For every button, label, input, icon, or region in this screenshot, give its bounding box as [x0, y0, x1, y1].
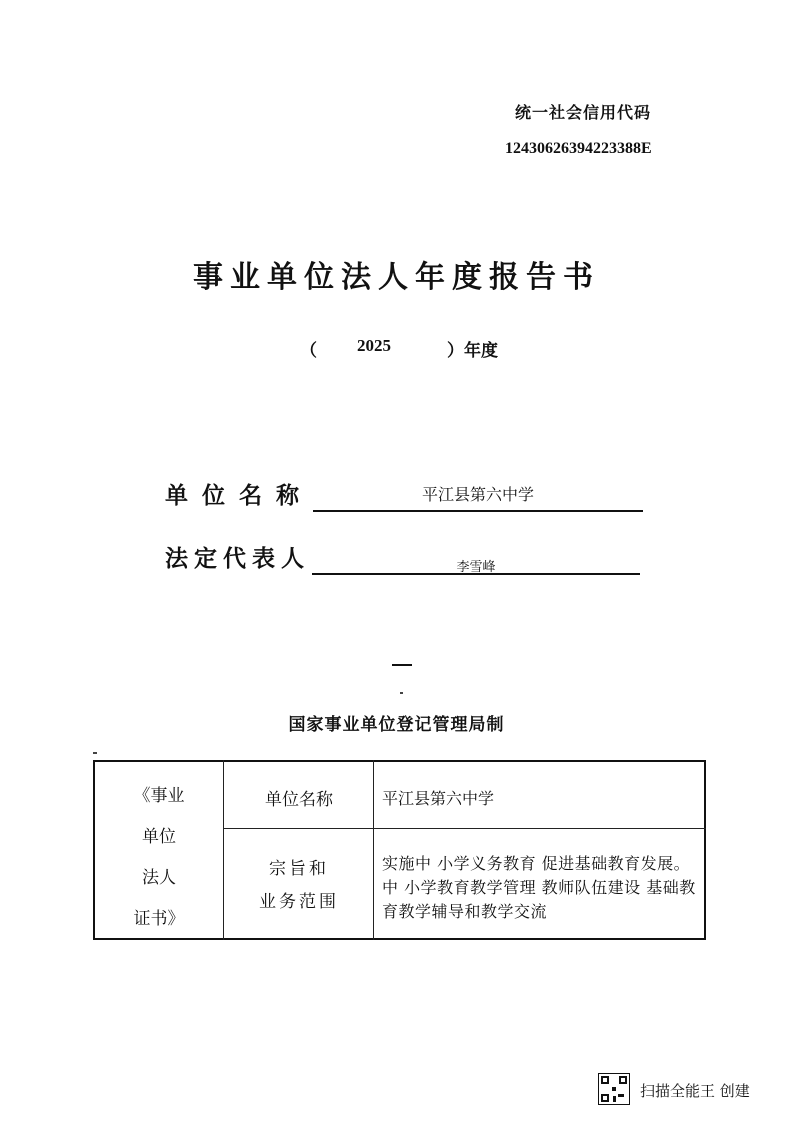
- issuer-line: 国家事业单位登记管理局制: [288, 715, 505, 735]
- year-suffix: ）年度: [447, 341, 498, 361]
- qr-code-icon: [598, 1073, 630, 1105]
- scanner-watermark: 扫描全能王 创建: [640, 1082, 750, 1100]
- unit-name-value: 平江县第六中学: [421, 485, 534, 504]
- year-open-paren: （: [300, 341, 317, 361]
- cert-scope-label-line: 业务范围: [259, 892, 339, 912]
- table-divider-vertical: [373, 760, 374, 940]
- certificate-title-line: 证书》: [133, 909, 185, 929]
- cert-unit-name-label: 单位名称: [265, 790, 333, 810]
- table-divider-horizontal: [224, 828, 706, 829]
- table-divider-vertical: [223, 760, 224, 940]
- cert-unit-name-value: 平江县第六中学: [382, 789, 495, 808]
- unit-name-underline: [313, 510, 643, 512]
- report-year: 2025: [357, 336, 391, 355]
- certificate-title-line: 单位: [142, 827, 176, 847]
- cert-scope-value: 实施中 小学义务教育 促进基础教育发展。中 小学教育教学管理 教师队伍建设 基础教育教学辅导和教学交流: [382, 854, 696, 921]
- unit-name-label: 单位名称: [165, 483, 313, 509]
- certificate-title: [95, 776, 223, 940]
- report-title: 事业单位法人年度报告书: [193, 260, 600, 295]
- scan-speck: [400, 692, 403, 694]
- certificate-title-line: 法人: [142, 868, 176, 888]
- scan-speck: [93, 752, 97, 754]
- legal-rep-value: 李雪峰: [456, 560, 496, 575]
- credit-code-value: 12430626394223388E: [505, 140, 652, 157]
- credit-code-label: 统一社会信用代码: [515, 103, 652, 122]
- cert-scope-label: [226, 853, 372, 919]
- certificate-title-line: 《事业: [133, 786, 185, 806]
- separator-dash: [392, 664, 412, 666]
- legal-rep-label: 法定代表人: [165, 546, 310, 572]
- legal-rep-underline: [312, 573, 640, 575]
- cert-scope-label-line: 宗旨和: [269, 859, 329, 879]
